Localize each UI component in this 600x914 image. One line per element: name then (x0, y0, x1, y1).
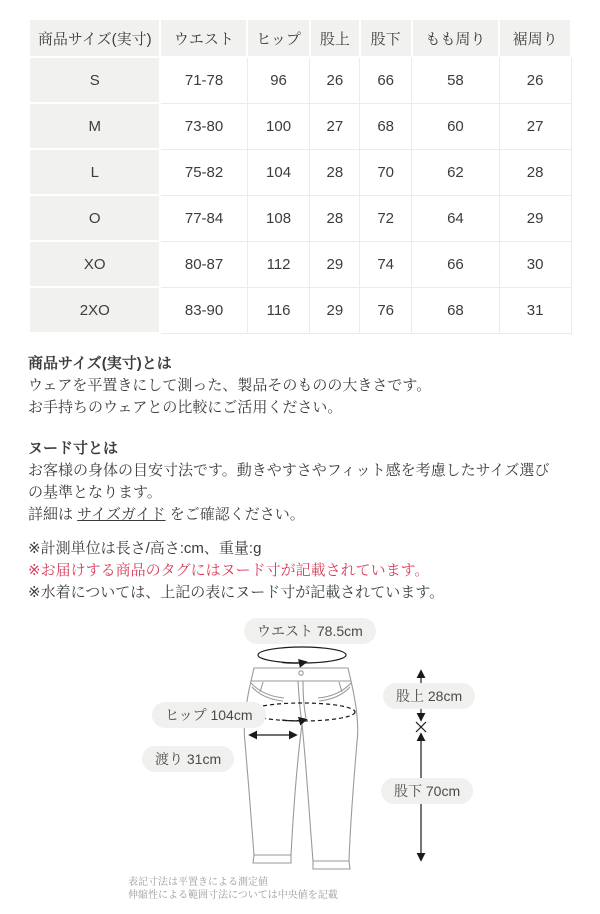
size-guide-line (28, 504, 572, 526)
pants-measurement-diagram (0, 612, 600, 914)
table-row (29, 103, 571, 149)
section-product-size-heading: 商品サイズ(実寸)とは (28, 355, 172, 372)
value-cell: 66 (360, 57, 412, 103)
size-cell: 2XO (29, 287, 160, 333)
value-cell: 28 (310, 195, 360, 241)
footnote-line: 表記寸法は平置きによる測定値 (128, 877, 268, 888)
header-thigh: もも周り (412, 19, 500, 57)
table-row (29, 149, 571, 195)
waist-label: ウエスト 78.5cm (244, 618, 376, 644)
note-unit: ※計測単位は長さ/高さ:cm、重量:g (28, 540, 262, 557)
section-product-size-line: ウェアを平置きにして測った、製品そのものの大きさです。 (28, 377, 432, 394)
header-hip: ヒップ (247, 19, 310, 57)
inseam-label: 股下 70cm (381, 778, 473, 804)
value-cell: 74 (360, 241, 412, 287)
rise-label: 股上 28cm (383, 683, 475, 709)
section-nude-size-line: の基準となります。 (28, 484, 162, 501)
value-cell: 77-84 (160, 195, 247, 241)
note-swimwear: ※水着については、上記の表にヌード寸が記載されています。 (28, 584, 445, 601)
value-cell: 28 (499, 149, 571, 195)
table-row (29, 241, 571, 287)
value-cell: 64 (412, 195, 500, 241)
header-size: 商品サイズ(実寸) (29, 19, 160, 57)
value-cell: 66 (412, 241, 500, 287)
value-cell: 58 (412, 57, 500, 103)
size-cell: O (29, 195, 160, 241)
size-chart-table (28, 18, 572, 334)
size-guide-link[interactable]: サイズガイド (77, 506, 166, 523)
value-cell: 100 (247, 103, 310, 149)
waist-ellipse (258, 647, 346, 663)
value-cell: 29 (499, 195, 571, 241)
value-cell: 96 (247, 57, 310, 103)
value-cell: 68 (360, 103, 412, 149)
section-product-size (28, 353, 572, 419)
junction-x-mark (416, 722, 426, 732)
value-cell: 26 (310, 57, 360, 103)
value-cell: 80-87 (160, 241, 247, 287)
header-hem: 裾周り (499, 19, 571, 57)
value-cell: 62 (412, 149, 500, 195)
size-cell: M (29, 103, 160, 149)
value-cell: 83-90 (160, 287, 247, 333)
section-product-size-line: お手持ちのウェアとの比較にご活用ください。 (28, 399, 343, 416)
section-nude-size-line: お客様の身体の目安寸法です。動きやすさやフィット感を考慮したサイズ選び (28, 462, 550, 479)
table-header-row (29, 19, 571, 57)
value-cell: 29 (310, 241, 360, 287)
value-cell: 70 (360, 149, 412, 195)
value-cell: 68 (412, 287, 500, 333)
size-cell: XO (29, 241, 160, 287)
value-cell: 75-82 (160, 149, 247, 195)
table-row (29, 287, 571, 333)
notes-block (28, 538, 572, 604)
value-cell: 30 (499, 241, 571, 287)
table-row (29, 195, 571, 241)
value-cell: 72 (360, 195, 412, 241)
section-nude-size-heading: ヌード寸とは (28, 440, 119, 457)
header-rise: 股上 (310, 19, 360, 57)
value-cell: 76 (360, 287, 412, 333)
value-cell: 28 (310, 149, 360, 195)
diagram-footnote (128, 876, 338, 902)
size-cell: S (29, 57, 160, 103)
value-cell: 116 (247, 287, 310, 333)
size-guide-prefix: 詳細は (28, 506, 78, 523)
size-guide-suffix: をご確認ください。 (165, 506, 305, 523)
footnote-line: 伸縮性による範囲寸法については中央値を記載 (128, 890, 338, 901)
table-row (29, 57, 571, 103)
value-cell: 29 (310, 287, 360, 333)
value-cell: 104 (247, 149, 310, 195)
note-tag: ※お届けする商品のタグにはヌード寸が記載されています。 (28, 562, 430, 579)
section-nude-size (28, 438, 572, 526)
pants-diagram-drawing (0, 612, 600, 914)
thigh-label: 渡り 31cm (142, 746, 234, 772)
value-cell: 60 (412, 103, 500, 149)
value-cell: 27 (310, 103, 360, 149)
value-cell: 112 (247, 241, 310, 287)
value-cell: 71-78 (160, 57, 247, 103)
pants-outline (244, 668, 358, 869)
value-cell: 26 (499, 57, 571, 103)
value-cell: 27 (499, 103, 571, 149)
header-waist: ウエスト (160, 19, 247, 57)
value-cell: 31 (499, 287, 571, 333)
header-inseam: 股下 (360, 19, 412, 57)
value-cell: 73-80 (160, 103, 247, 149)
size-cell: L (29, 149, 160, 195)
hip-label: ヒップ 104cm (152, 702, 266, 728)
value-cell: 108 (247, 195, 310, 241)
